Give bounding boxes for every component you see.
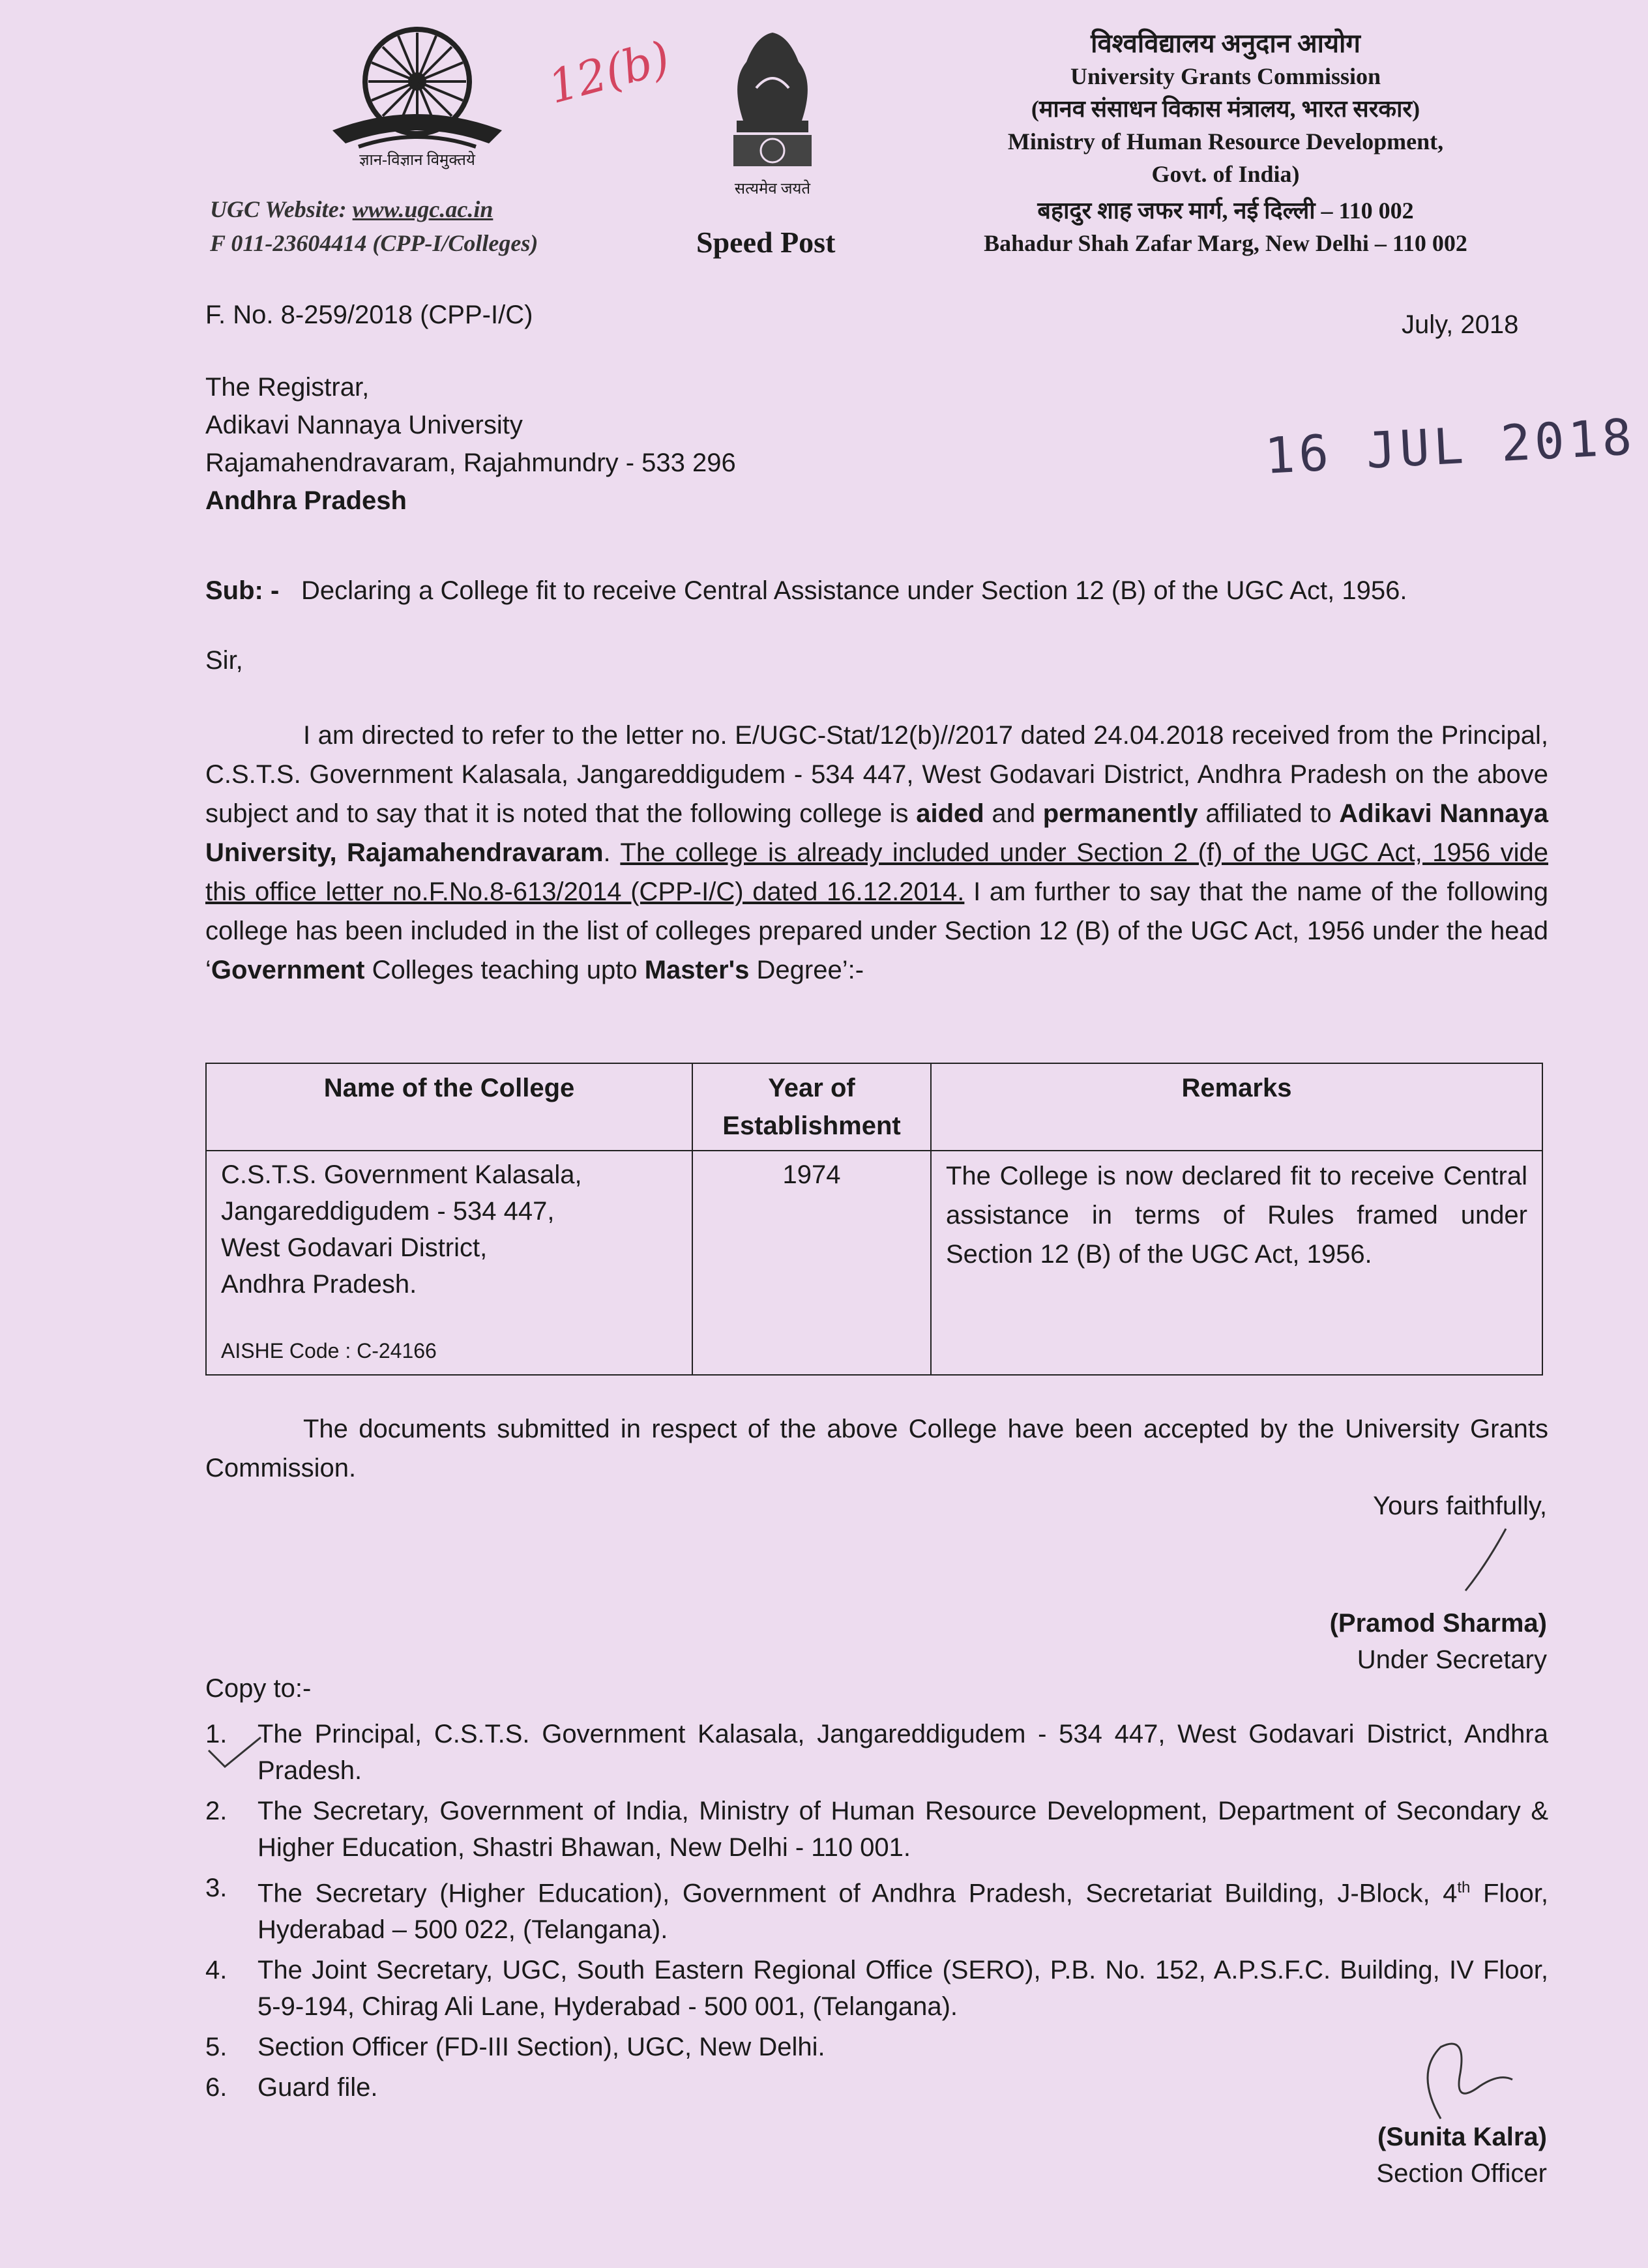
ugc-motto: ज्ञान-विज्ञान विमुक्तये	[359, 152, 475, 169]
closing: Yours faithfully,	[1373, 1492, 1547, 1520]
recipient-address	[205, 368, 736, 520]
ugc-logo	[319, 20, 515, 169]
subject-label: Sub: -	[205, 576, 280, 605]
col-college-name: Name of the College	[206, 1063, 692, 1151]
website-link[interactable]: www.ugc.ac.in	[352, 196, 493, 222]
national-emblem	[717, 23, 828, 179]
lion-capital-icon	[717, 23, 828, 179]
signature-2	[1402, 2034, 1519, 2128]
table-row	[206, 1151, 1542, 1375]
check-mark	[205, 1734, 264, 1776]
recipient-line-3: Rajamahendravaram, Rajahmundry - 533 296	[205, 449, 736, 477]
col-year: Year of Establishment	[692, 1063, 931, 1151]
copy-to-list	[205, 1716, 1548, 2110]
list-item: 3. The Secretary (Higher Education), Government of Andhra Pradesh, Secretariat Building, J-Block, 4th Floor, Hyderabad – 500 022, (Telangana).	[205, 1874, 1548, 1945]
recipient-line-4: Andhra Pradesh	[205, 486, 407, 515]
copy-to-label: Copy to:-	[205, 1674, 312, 1703]
remarks-cell: The College is now declared fit to receive Central assistance in terms of Rules framed under Section 12 (B) of the UGC Act, 1956.	[931, 1151, 1542, 1375]
org-name-hindi: विश्वविद्यालय अनुदान आयोग	[1091, 29, 1361, 58]
address-english: Bahadur Shah Zafar Marg, New Delhi – 110 002	[984, 230, 1467, 256]
website-line	[210, 196, 493, 223]
phone-line	[210, 229, 538, 257]
recipient-line-1: The Registrar,	[205, 373, 370, 402]
signature-scribble-icon	[1402, 2034, 1519, 2125]
subject-text: Declaring a College fit to receive Central Assistance under Section 12 (B) of the UGC Act, 1956.	[301, 576, 1407, 605]
ministry-english-1: Ministry of Human Resource Development,	[1007, 128, 1444, 155]
table-header-row	[206, 1063, 1542, 1151]
signatory-2-name: (Sunita Kalra)	[1377, 2123, 1547, 2151]
documents-paragraph: The documents submitted in respect of the above College have been accepted by the University Grants Commission.	[205, 1415, 1548, 1482]
letter-date: July, 2018	[1402, 310, 1519, 339]
aishe-code: AISHE Code : C-24166	[221, 1339, 437, 1362]
college-name-cell: C.S.T.S. Government Kalasala, Jangareddigudem - 534 447, West Godavari District, Andhra Pradesh. AISHE Code : C-24166	[206, 1151, 692, 1375]
recipient-line-2: Adikavi Nannaya University	[205, 411, 523, 439]
website-label: UGC Website:	[210, 196, 347, 222]
tick-icon	[205, 1734, 264, 1773]
ministry-english-2: Govt. of India)	[1151, 161, 1300, 187]
list-item: 6. Guard file.	[205, 2073, 378, 2102]
address-hindi: बहादुर शाह जफर मार्ग, नई दिल्ली – 110 002	[1037, 198, 1414, 224]
phone-prefix: F	[210, 230, 226, 256]
col-remarks: Remarks	[931, 1063, 1542, 1151]
signatory-2-title: Section Officer	[1376, 2159, 1547, 2188]
handwritten-note: 12(b)	[542, 31, 675, 114]
org-name-english: University Grants Commission	[1070, 63, 1381, 89]
emblem-motto: सत्यमेव जयते	[734, 181, 811, 198]
list-item: 2. The Secretary, Government of India, Ministry of Human Resource Development, Department of Secondary & Higher Education, Shastri Bhawan, New Delhi - 110 001.	[205, 1797, 1548, 1862]
list-item: 1. The Principal, C.S.T.S. Government Kalasala, Jangareddigudem - 534 447, West Godavari District, Andhra Pradesh.	[205, 1720, 1548, 1785]
year-cell: 1974	[692, 1151, 931, 1375]
main-paragraph: I am directed to refer to the letter no. E/UGC-Stat/12(b)//2017 dated 24.04.2018 received from the Principal, C.S.T.S. Government Kalasala, Jangareddigudem - 534 447, West Godavari District, Andhra Pradesh on the above subject and to say that it is noted that the following college is aided and permanently affiliated to Adikavi Nannaya University, Rajamahendravaram. The college is already included under Section 2 (f) of the UGC Act, 1956 vide this office letter no.F.No.8-613/2014 (CPP-I/C) dated 16.12.2014. I am further to say that the name of the following college has been included in the list of colleges prepared under Section 12 (B) of the UGC Act, 1956 under the head ‘Government Colleges teaching upto Master's Degree’:-	[205, 721, 1548, 984]
org-header	[900, 27, 1552, 259]
signatory-1-name: (Pramod Sharma)	[1329, 1609, 1547, 1638]
college-table	[205, 1063, 1543, 1376]
signature-1	[1460, 1525, 1512, 1600]
ugc-chakra-icon	[319, 20, 515, 169]
list-item: 5. Section Officer (FD-III Section), UGC, New Delhi.	[205, 2033, 825, 2062]
list-item: 4. The Joint Secretary, UGC, South Eastern Regional Office (SERO), P.B. No. 152, A.P.S.F.C. Building, IV Floor, 5-9-194, Chirag Ali Lane, Hyderabad - 500 001, (Telangana).	[205, 1956, 1548, 2022]
salutation: Sir,	[205, 646, 243, 675]
speed-post: Speed Post	[696, 226, 836, 259]
received-date-stamp: 16 JUL 2018	[1263, 407, 1638, 485]
phone-number: 011-23604414 (CPP-I/Colleges)	[231, 230, 538, 256]
ministry-hindi: (मानव संसाधन विकास मंत्रालय, भारत सरकार)	[1031, 96, 1420, 122]
signature-stroke-icon	[1460, 1525, 1512, 1597]
signatory-1-title: Under Secretary	[1357, 1645, 1547, 1674]
file-number: F. No. 8-259/2018 (CPP-I/C)	[205, 301, 533, 329]
